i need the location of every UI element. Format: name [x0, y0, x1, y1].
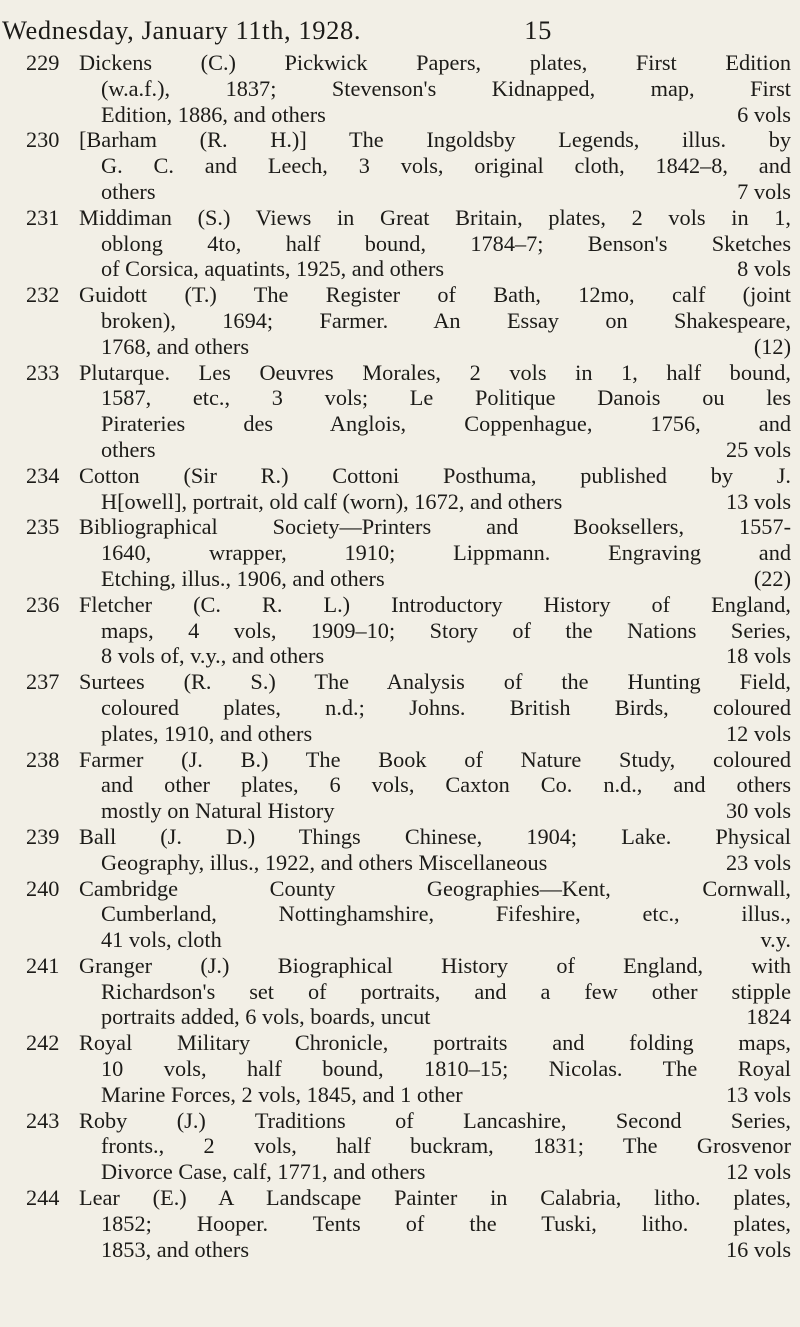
lot-line-text: 1768, and others — [101, 333, 249, 359]
lot-line — [79, 153, 791, 179]
lot-description — [79, 514, 791, 591]
lot-number: 231 — [26, 204, 60, 230]
lot-line-text: 1587, etc., 3 vols; Le Politique Danois ou les — [101, 385, 791, 411]
lot-line-text: oblong 4to, half bound, 1784–7; Benson's Sketches — [101, 230, 791, 256]
lot-line-text: of Corsica, aquatints, 1925, and others — [101, 256, 445, 282]
page-title: Wednesday, January 11th, 1928. — [2, 15, 362, 45]
lot-line-text: Plutarque. Les Oeuvres Morales, 2 vols in 1, half bound, — [79, 359, 791, 385]
lot-entry — [0, 50, 800, 127]
lot-line — [79, 850, 791, 876]
lot-entry — [0, 463, 800, 515]
lot-line-text: mostly on Natural History — [101, 798, 335, 824]
lot-line — [79, 179, 791, 205]
lot-line — [79, 489, 791, 515]
lot-entry — [0, 824, 800, 876]
lot-line — [79, 385, 791, 411]
lot-line — [79, 721, 791, 747]
lot-line-text: Royal Military Chronicle, portraits and folding maps, — [79, 1030, 791, 1056]
lot-line-text: Granger (J.) Biographical History of England, with — [79, 952, 791, 978]
lot-line — [79, 695, 791, 721]
lot-line — [79, 1082, 791, 1108]
lot-quantity: 18 vols — [725, 643, 791, 669]
lot-number: 235 — [26, 514, 60, 540]
lot-line-text: Guidott (T.) The Register of Bath, 12mo, calf (joint — [79, 282, 791, 308]
lot-line-text: maps, 4 vols, 1909–10; Story of the Nations Series, — [101, 617, 791, 643]
lot-line — [79, 643, 791, 669]
lot-line-text: Dickens (C.) Pickwick Papers, plates, First Edition — [79, 50, 791, 75]
lot-line-text: portraits added, 6 vols, boards, uncut — [101, 1004, 431, 1030]
lot-line — [79, 747, 791, 773]
page-number: 15 — [524, 15, 552, 45]
lot-description — [79, 1030, 791, 1107]
lot-entry — [0, 953, 800, 1030]
lot-line — [79, 540, 791, 566]
lot-quantity: 23 vols — [725, 849, 791, 875]
lot-entry — [0, 1108, 800, 1185]
lot-description — [79, 953, 791, 1030]
lot-entry — [0, 592, 800, 669]
lot-line — [79, 1237, 791, 1263]
lot-line-text: Ball (J. D.) Things Chinese, 1904; Lake. Physical — [79, 823, 791, 849]
lot-description — [79, 1185, 791, 1262]
lot-number: 234 — [26, 462, 60, 488]
lot-line-text: Lear (E.) A Landscape Painter in Calabria, litho. plates, — [79, 1185, 791, 1211]
lot-line — [79, 50, 791, 76]
lot-quantity: v.y. — [760, 927, 791, 953]
lot-line-text: Roby (J.) Traditions of Lancashire, Second Series, — [79, 1107, 791, 1133]
lot-line-text: others — [101, 178, 156, 204]
lot-quantity: 12 vols — [725, 720, 791, 746]
lot-line — [79, 102, 791, 128]
lot-line — [79, 1056, 791, 1082]
lot-line-text: H[owell], portrait, old calf (worn), 1672, and others — [101, 488, 563, 514]
lot-line — [79, 282, 791, 308]
lot-quantity: (22) — [753, 565, 791, 591]
lot-line — [79, 308, 791, 334]
lot-line-text: 8 vols of, v.y., and others — [101, 643, 325, 669]
lot-description — [79, 876, 791, 953]
lot-quantity: 8 vols — [737, 256, 791, 282]
lot-line — [79, 927, 791, 953]
lot-description — [79, 205, 791, 282]
lot-line — [79, 979, 791, 1005]
lot-line — [79, 1133, 791, 1159]
lot-line-text: Cambridge County Geographies—Kent, Cornwall, — [79, 875, 791, 901]
lot-description — [79, 747, 791, 824]
page-header — [0, 12, 578, 48]
lot-quantity: 7 vols — [737, 178, 791, 204]
lot-line-text: Pirateries des Anglois, Coppenhague, 1756, and — [101, 411, 791, 437]
lot-quantity: 1824 — [746, 1004, 791, 1030]
lot-description — [79, 824, 791, 876]
lot-line — [79, 901, 791, 927]
lot-number: 233 — [26, 359, 60, 385]
lot-line — [79, 360, 791, 386]
lot-line — [79, 411, 791, 437]
lot-line-text: Fletcher (C. R. L.) Introductory History of England, — [79, 591, 791, 617]
lot-line — [79, 127, 791, 153]
lot-line-text: [Barham (R. H.)] The Ingoldsby Legends, illus. by — [79, 127, 791, 153]
lot-line — [79, 566, 791, 592]
lot-number: 242 — [26, 1030, 60, 1056]
lot-entry — [0, 747, 800, 824]
lot-description — [79, 463, 791, 515]
lot-line — [79, 76, 791, 102]
lot-line-text: Middiman (S.) Views in Great Britain, plates, 2 vols in 1, — [79, 204, 791, 230]
lot-entry — [0, 514, 800, 591]
lot-number: 238 — [26, 746, 60, 772]
lot-line-text: Surtees (R. S.) The Analysis of the Hunting Field, — [79, 669, 791, 695]
lot-line-text: 1853, and others — [101, 1236, 249, 1262]
lot-quantity: 12 vols — [725, 1159, 791, 1185]
lot-line-text: broken), 1694; Farmer. An Essay on Shakespeare, — [101, 307, 791, 333]
lot-number: 240 — [26, 875, 60, 901]
lot-line — [79, 256, 791, 282]
lot-number: 243 — [26, 1107, 60, 1133]
lot-quantity: 13 vols — [725, 488, 791, 514]
lot-number: 232 — [26, 282, 60, 308]
lot-number: 230 — [26, 127, 60, 153]
lot-line — [79, 876, 791, 902]
lot-line-text: Cumberland, Nottinghamshire, Fifeshire, etc., illus., — [101, 901, 791, 927]
lot-line — [79, 437, 791, 463]
lot-entry — [0, 282, 800, 359]
lot-line-text: Bibliographical Society—Printers and Booksellers, 1557- — [79, 514, 791, 540]
lot-line-text: fronts., 2 vols, half buckram, 1831; The Grosvenor — [101, 1133, 791, 1159]
lot-line — [79, 231, 791, 257]
lot-entry — [0, 205, 800, 282]
lot-line-text: Richardson's set of portraits, and a few other stipple — [101, 978, 791, 1004]
lot-description — [79, 360, 791, 463]
lot-line — [79, 592, 791, 618]
lot-line-text: G. C. and Leech, 3 vols, original cloth, 1842–8, and — [101, 153, 791, 179]
lot-line-text: coloured plates, n.d.; Johns. British Birds, coloured — [101, 694, 791, 720]
lot-line-text: 41 vols, cloth — [101, 927, 222, 953]
lot-number: 237 — [26, 669, 60, 695]
lot-entry — [0, 876, 800, 953]
lot-number: 236 — [26, 591, 60, 617]
lot-entry — [0, 1185, 800, 1262]
lot-description — [79, 669, 791, 746]
lot-line — [79, 1108, 791, 1134]
lot-number: 244 — [26, 1185, 60, 1211]
lot-line — [79, 205, 791, 231]
lot-number: 239 — [26, 823, 60, 849]
lot-entry — [0, 669, 800, 746]
lot-quantity: 25 vols — [725, 436, 791, 462]
lot-number: 241 — [26, 952, 60, 978]
lot-line-text: Divorce Case, calf, 1771, and others — [101, 1159, 426, 1185]
lot-line — [79, 618, 791, 644]
lot-entry — [0, 360, 800, 463]
lot-line-text: Marine Forces, 2 vols, 1845, and 1 other — [101, 1081, 463, 1107]
lot-line-text: and other plates, 6 vols, Caxton Co. n.d., and others — [101, 772, 791, 798]
lot-line — [79, 514, 791, 540]
lot-line — [79, 824, 791, 850]
lot-line — [79, 772, 791, 798]
lot-line-text: Edition, 1886, and others — [101, 101, 326, 127]
lot-line-text: plates, 1910, and others — [101, 720, 313, 746]
lot-number: 229 — [26, 50, 60, 75]
lot-description — [79, 50, 791, 127]
lot-entry — [0, 1030, 800, 1107]
lot-line — [79, 798, 791, 824]
lot-line-text: Farmer (J. B.) The Book of Nature Study, coloured — [79, 746, 791, 772]
lot-description — [79, 592, 791, 669]
lot-line-text: 1640, wrapper, 1910; Lippmann. Engraving and — [101, 540, 791, 566]
lot-quantity: 6 vols — [737, 101, 791, 127]
lot-line — [79, 334, 791, 360]
lot-line — [79, 1030, 791, 1056]
lot-quantity: 13 vols — [725, 1081, 791, 1107]
lot-line-text: Etching, illus., 1906, and others — [101, 565, 385, 591]
lot-line-text: 10 vols, half bound, 1810–15; Nicolas. The Royal — [101, 1056, 791, 1082]
lot-entry — [0, 127, 800, 204]
lot-line — [79, 463, 791, 489]
lot-line — [79, 1004, 791, 1030]
lot-line — [79, 669, 791, 695]
lot-quantity: (12) — [753, 333, 791, 359]
lot-description — [79, 127, 791, 204]
lot-line — [79, 953, 791, 979]
lot-quantity: 16 vols — [725, 1236, 791, 1262]
lot-line-text: Geography, illus., 1922, and others Miscellaneous — [101, 849, 548, 875]
lot-line — [79, 1185, 791, 1211]
lot-line-text: Cotton (Sir R.) Cottoni Posthuma, published by J. — [79, 462, 791, 488]
lot-line-text: others — [101, 436, 156, 462]
lot-line-text: 1852; Hooper. Tents of the Tuski, litho. plates, — [101, 1210, 791, 1236]
lot-quantity: 30 vols — [725, 798, 791, 824]
lot-description — [79, 1108, 791, 1185]
lot-line-text: (w.a.f.), 1837; Stevenson's Kidnapped, map, First — [101, 75, 791, 101]
lot-list — [0, 50, 800, 1262]
lot-line — [79, 1159, 791, 1185]
lot-description — [79, 282, 791, 359]
lot-line — [79, 1211, 791, 1237]
